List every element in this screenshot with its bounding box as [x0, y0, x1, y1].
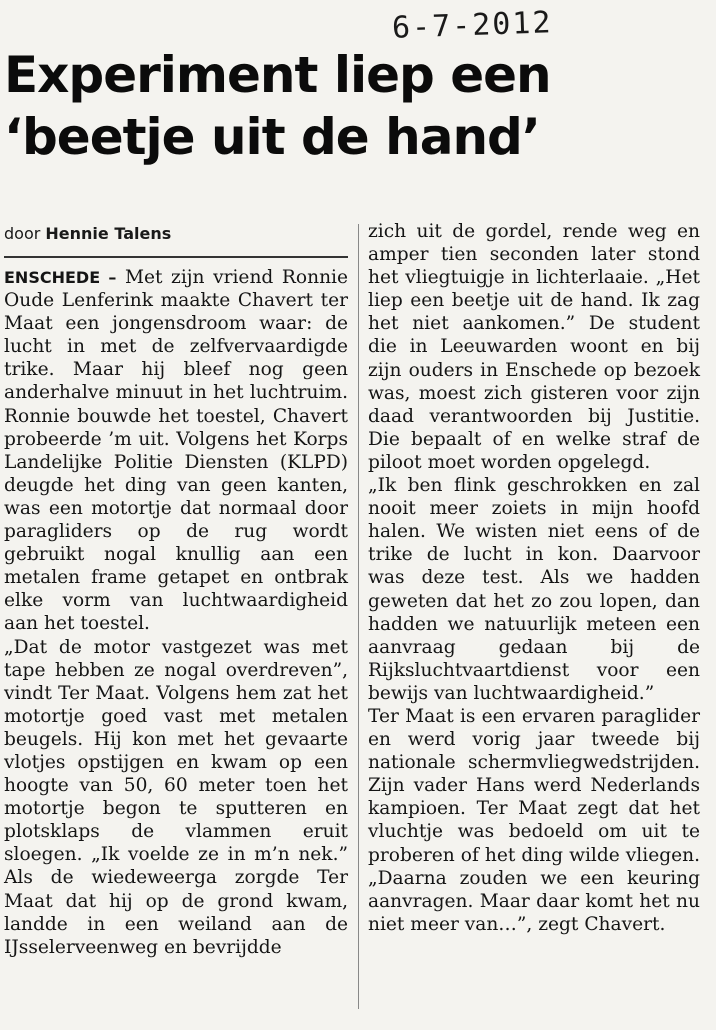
- dateline: ENSCHEDE –: [4, 268, 117, 287]
- handwritten-date: 6-7-2012: [391, 5, 554, 46]
- byline-prefix: door: [4, 224, 41, 243]
- paragraph: „Ik ben flink geschrokken en zal nooit meer zoiets in mijn hoofd halen. We wisten niet eens of de trike de lucht in kon. Daarvoor was deze test. Als we hadden geweten dat het zo zou lopen, dan hadden we natuurlijk meteen een aanvraag gedaan bij de Rijksluchtvaartdienst voor een bewijs van luchtwaardigheid.”: [368, 475, 700, 704]
- paragraph: Ter Maat is een ervaren paraglider en werd vorig jaar tweede bij nationale schermvliegwedstrijden. Zijn vader Hans werd Nederlands kampioen. Ter Maat zegt dat het vluchtje was bedoeld om uit te proberen of het ding wilde vliegen. „Daarna zouden we een keuring aanvragen. Maar daar komt het nu niet meer van…”, zegt Chavert.: [368, 705, 700, 935]
- byline-rule: [4, 256, 348, 258]
- paragraph: [4, 266, 348, 636]
- paragraph-text: Met zijn vriend Ronnie Oude Lenferink maakte Chavert ter Maat een jongensdroom waar: de lucht in met de zelfvervaardigde trike. Maar hij bleef nog geen anderhalve minuut in het luchtruim. Ronnie bouwde het toestel, Chavert probeerde ’m uit. Volgens het Korps Landelijke Politie Diensten (KLPD) deugde het ding van geen kanten, was een motortje dat normaal door paragliders op de rug wordt gebruikt nogal knullig aan een metalen frame getapet en ontbrak elke vorm van luchtwaardigheid aan het toestel.: [4, 267, 348, 635]
- paragraph: „Dat de motor vastgezet was met tape hebben ze nogal overdreven”, vindt Ter Maat. Volgens hem zat het motortje goed vast met metalen beugels. Hij kon met het gevaarte vlotjes opstijgen en kwam op een hoogte van 50, 60 meter toen het motortje begon te sputteren en plotsklaps de vlammen eruit sloegen. „Ik voelde ze in m’n nek.” Als de wiedeweerga zorgde Ter Maat dat hij op de grond kwam, landde in een weiland aan de IJsselerveenweg en bevrijdde: [4, 636, 348, 958]
- column-divider: [358, 224, 359, 1009]
- article-column-2: [368, 220, 700, 936]
- headline: [4, 44, 704, 168]
- headline-line-1: Experiment liep een: [4, 46, 551, 104]
- author-name: Hennie Talens: [45, 224, 172, 243]
- byline: [4, 224, 171, 243]
- article-column-1: [4, 266, 348, 959]
- headline-line-2: ‘beetje uit de hand’: [4, 108, 540, 166]
- paragraph: zich uit de gordel, rende weg en amper tien seconden later stond het vliegtuigje in lichterlaaie. „Het liep een beetje uit de hand. Ik zag het niet aankomen.” De student die in Leeuwarden woont en bij zijn ouders in Enschede op bezoek was, moest zich gisteren voor zijn daad verantwoorden bij Justitie. Die bepaalt of en welke straf de piloot moet worden opgelegd.: [368, 221, 700, 473]
